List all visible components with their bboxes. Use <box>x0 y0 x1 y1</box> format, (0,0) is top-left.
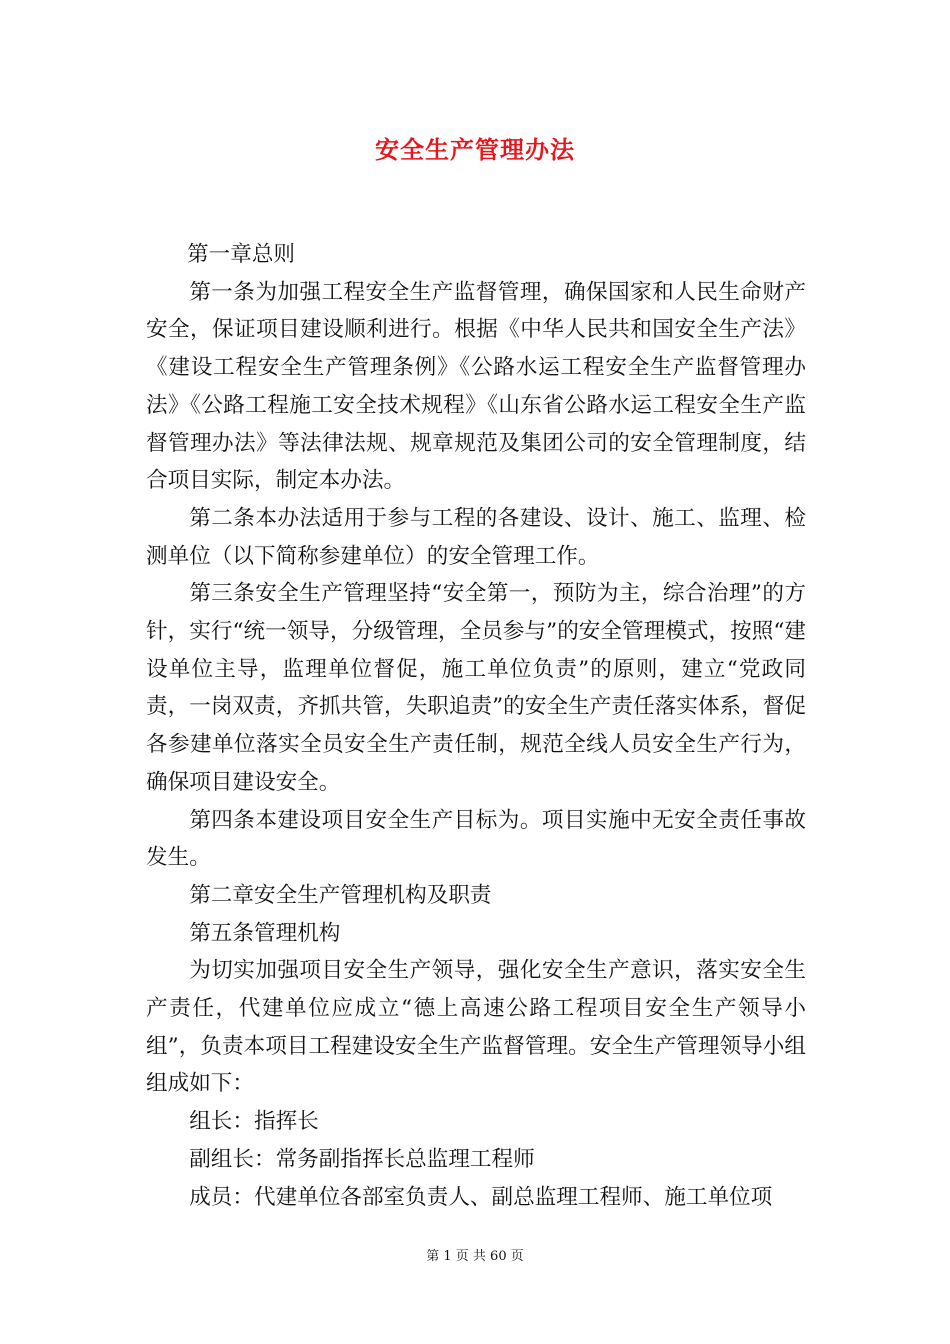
list-item: 副组长：常务副指挥长总监理工程师 <box>189 1146 535 1172</box>
article-paragraph: 第一条为加强工程安全生产监督管理，确保国家和人民生命财产安全，保证项目建设顺利进行。根据《中华人民共和国安全生产法》《建设工程安全生产管理条例》《公路水运工程安全生产监督管理办法》《公路工程施工安全技术规程》《山东省公路水运工程安全生产监督管理办法》等法律法规、规章规范及集团公司的安全管理制度，结合项目实际，制定本办法。 <box>146 279 806 494</box>
chapter-heading: 第一章总则 <box>187 242 296 267</box>
article-paragraph: 第三条安全生产管理坚持“安全第一，预防为主，综合治理”的方针，实行“统一领导，分级管理，全员参与”的安全管理模式，按照“建设单位主导，监理单位督促，施工单位负责”的原则，建立“党政同责，一岗双责，齐抓共管，失职追责”的安全生产责任落实体系，督促各参建单位落实全员安全生产责任制，规范全线人员安全生产行为，确保项目建设安全。 <box>146 581 806 795</box>
chapter-heading: 第二章安全生产管理机构及职责 <box>189 882 492 908</box>
list-item: 成员：代建单位各部室负责人、副总监理工程师、施工单位项 <box>189 1184 773 1210</box>
document-title: 安全生产管理办法 <box>375 135 575 164</box>
page-number-footer: 第 1 页 共 60 页 <box>426 1249 524 1264</box>
article-paragraph: 第二条本办法适用于参与工程的各建设、设计、施工、监理、检测单位（以下简称参建单位）的安全管理工作。 <box>146 505 806 569</box>
document-body <box>146 236 806 1216</box>
article-paragraph: 第四条本建设项目安全生产目标为。项目实施中无安全责任事故发生。 <box>146 807 806 871</box>
article-paragraph: 为切实加强项目安全生产领导，强化安全生产意识，落实安全生产责任，代建单位应成立“德上高速公路工程项目安全生产领导小组”，负责本项目工程建设安全生产监督管理。安全生产管理领导小组组成如下： <box>146 958 806 1097</box>
article-heading: 第五条管理机构 <box>189 920 341 946</box>
list-item: 组长：指挥长 <box>189 1109 319 1135</box>
